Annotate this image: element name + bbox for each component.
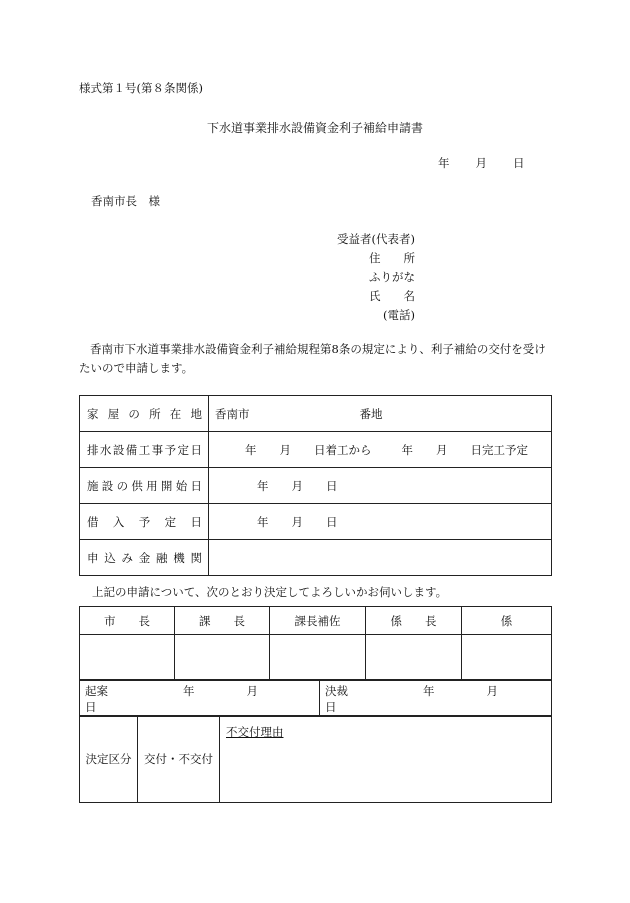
- location-banchi: 番地: [359, 406, 383, 421]
- stamp-cell: [80, 635, 175, 680]
- applicant-heading: 受益者(代表者): [337, 232, 415, 246]
- row-value: [209, 504, 552, 540]
- draft-day: 日: [85, 699, 97, 714]
- draft-year: 年: [183, 683, 195, 698]
- draft-cell: [80, 681, 320, 717]
- approval-table: [79, 606, 552, 680]
- stamp-cell: [366, 635, 462, 680]
- refusal-reason-label: 不交付理由: [226, 725, 284, 739]
- decision-label: 決裁: [325, 683, 348, 698]
- applicant-address-label: 住 所: [369, 251, 415, 265]
- decision-month: 月: [486, 683, 498, 698]
- approval-header: 市 長: [80, 607, 175, 635]
- drafting-table: [79, 680, 552, 717]
- stamp-cell: [270, 635, 366, 680]
- borrowing-date: 年 月 日: [257, 514, 338, 529]
- location-city: 香南市: [215, 406, 250, 421]
- date-month: 月: [475, 156, 487, 170]
- row-value: [209, 540, 552, 576]
- construction-end: 年 月 日完工予定: [401, 442, 528, 457]
- approval-header: 係 長: [366, 607, 462, 635]
- decision-day: 日: [325, 699, 337, 714]
- addressee: 香南市長 様: [91, 194, 160, 208]
- approval-header-row: [80, 607, 552, 635]
- form-number: 様式第１号(第８条関係): [79, 81, 203, 95]
- approval-header: 課長補佐: [270, 607, 366, 635]
- decision-request-text: 上記の申請について、次のとおり決定してよろしいかお伺いします。: [92, 585, 448, 599]
- service-start-date: 年 月 日: [257, 478, 338, 493]
- approval-stamp-row: [80, 635, 552, 680]
- refusal-reason-cell: [220, 716, 552, 803]
- stamp-cell: [462, 635, 552, 680]
- applicant-name-label: 氏 名: [369, 289, 415, 303]
- applicant-furigana-label: ふりがな: [369, 270, 415, 284]
- draft-month: 月: [246, 683, 258, 698]
- applicant-phone-label: (電話): [383, 308, 415, 322]
- row-label: 借入予定日: [80, 504, 209, 540]
- applicant-block: [334, 230, 415, 325]
- row-value: [209, 432, 552, 468]
- application-table: [79, 395, 552, 576]
- decision-category-row: [80, 716, 552, 803]
- drafting-row: [80, 681, 552, 717]
- row-label: 家屋の所在地: [80, 396, 209, 432]
- construction-start: 年 月 日着工から: [245, 442, 372, 457]
- approval-header: 課 長: [175, 607, 270, 635]
- row-label: 排水設備工事予定日: [80, 432, 209, 468]
- row-value: [209, 396, 552, 432]
- decision-cell: [320, 681, 552, 717]
- draft-label: 起案: [85, 683, 108, 698]
- row-value: [209, 468, 552, 504]
- approval-header: 係: [462, 607, 552, 635]
- table-row: [80, 540, 552, 576]
- date-day: 日: [513, 156, 525, 170]
- decision-table: [79, 715, 552, 803]
- category-options: 交付・不交付: [138, 716, 220, 803]
- document-title: 下水道事業排水設備資金利子補給申請書: [206, 121, 423, 135]
- row-label: 申込み金融機関: [80, 540, 209, 576]
- table-row: [80, 468, 552, 504]
- category-label: 決定区分: [80, 716, 138, 803]
- table-row: [80, 504, 552, 540]
- table-row: [80, 396, 552, 432]
- date-year: 年: [438, 156, 450, 170]
- table-row: [80, 432, 552, 468]
- row-label: 施設の供用開始日: [80, 468, 209, 504]
- stamp-cell: [175, 635, 270, 680]
- decision-year: 年: [423, 683, 435, 698]
- application-statement: 香南市下水道事業排水設備資金利子補給規程第8条の規定により、利子補給の交付を受けたいので申請します。: [79, 342, 546, 375]
- application-date: [438, 155, 525, 171]
